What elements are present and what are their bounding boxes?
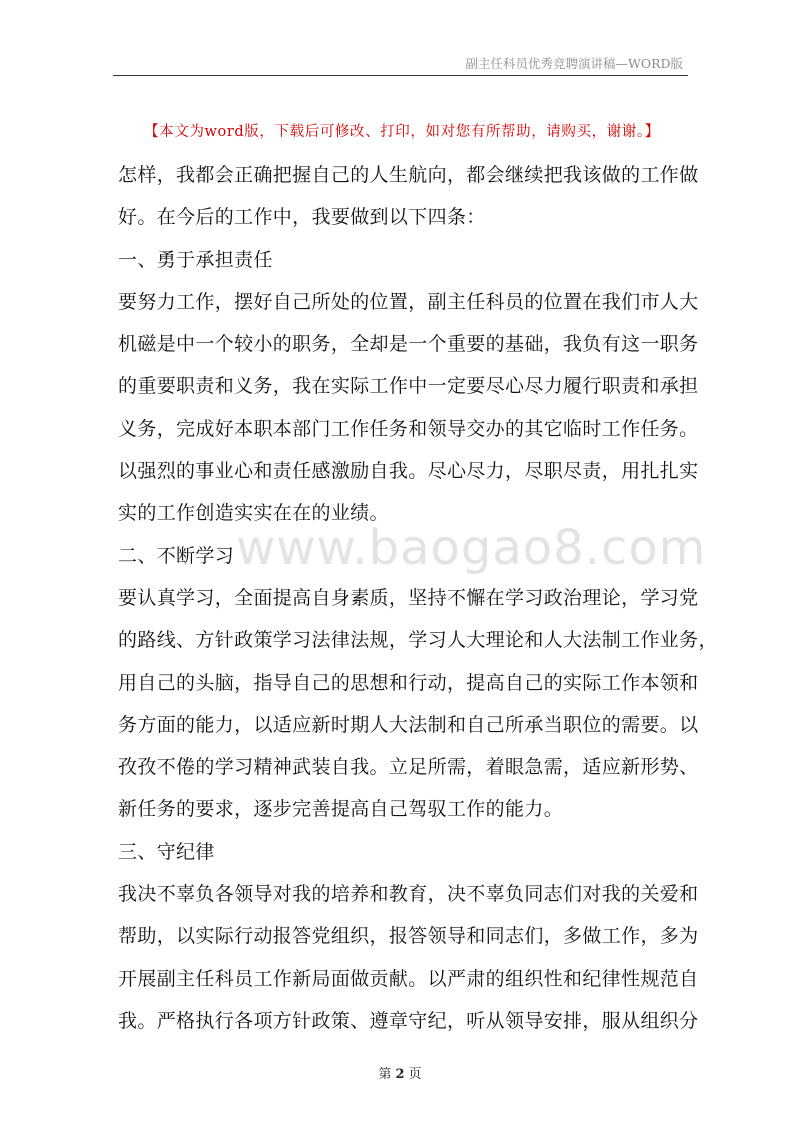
paragraph-line: 以强烈的事业心和责任感激励自我。尽心尽力，尽职尽责，用扎扎实 xyxy=(118,460,699,483)
purchase-notice: 【本文为word版，下载后可修改、打印，如对您有所帮助，请购买，谢谢。】 xyxy=(144,124,660,140)
paragraph-line: 实的工作创造实实在在的业绩。 xyxy=(118,502,389,525)
footer-suffix: 页 xyxy=(408,1067,422,1082)
paragraph-line: 好。在今后的工作中，我要做到以下四条： xyxy=(118,206,486,229)
paragraph-line: 开展副主任科员工作新局面做贡献。以严肃的组织性和纪律性规范自 xyxy=(118,967,699,990)
paragraph-line: 的重要职责和义务，我在实际工作中一定要尽心尽力履行职责和承担 xyxy=(118,375,699,398)
paragraph-line: 二、不断学习 xyxy=(118,544,235,567)
footer-prefix: 第 xyxy=(378,1067,392,1082)
paragraph-line: 三、守纪律 xyxy=(118,840,215,863)
page-number: 2 xyxy=(395,1067,405,1082)
body-text xyxy=(118,154,718,1042)
paragraph-line: 孜孜不倦的学习精神武装自我。立足所需，着眼急需，适应新形势、 xyxy=(118,756,699,779)
paragraph-line: 要认真学习，全面提高自身素质，坚持不懈在学习政治理论，学习党 xyxy=(118,586,699,609)
paragraph-line: 新任务的要求，逐步完善提高自己驾驭工作的能力。 xyxy=(118,798,564,821)
paragraph-line: 一、勇于承担责任 xyxy=(118,248,273,271)
paragraph-line: 务方面的能力，以适应新时期人大法制和自己所承当职位的需要。以 xyxy=(118,713,699,736)
paragraph-line: 我。严格执行各项方针政策、遵章守纪，听从领导安排，服从组织分 xyxy=(118,1009,699,1032)
header-divider xyxy=(113,75,688,76)
paragraph-line: 怎样，我都会正确把握自己的人生航向，都会继续把我该做的工作做 xyxy=(118,164,699,186)
page-footer xyxy=(0,1063,800,1082)
header-title: 副主任科员优秀竞聘演讲稿—WORD版 xyxy=(465,56,683,71)
paragraph-line: 我决不辜负各领导对我的培养和教育，决不辜负同志们对我的关爱和 xyxy=(118,883,699,906)
paragraph-line: 要努力工作，摆好自己所处的位置，副主任科员的位置在我们市人大 xyxy=(118,290,699,313)
paragraph-line: 帮助，以实际行动报答党组织，报答领导和同志们，多做工作，多为 xyxy=(118,925,699,948)
paragraph-line: 用自己的头脑，指导自己的思想和行动，提高自己的实际工作本领和 xyxy=(118,671,699,694)
paragraph-line: 的路线、方针政策学习法律法规，学习人大理论和人大法制工作业务， xyxy=(118,629,718,652)
paragraph-line: 义务，完成好本职本部门工作任务和领导交办的其它临时工作任务。 xyxy=(118,417,699,440)
watermark: www.baogao8.com xyxy=(236,520,707,576)
paragraph-line: 机磁是中一个较小的职务，全却是一个重要的基础，我负有这一职务 xyxy=(118,333,699,356)
